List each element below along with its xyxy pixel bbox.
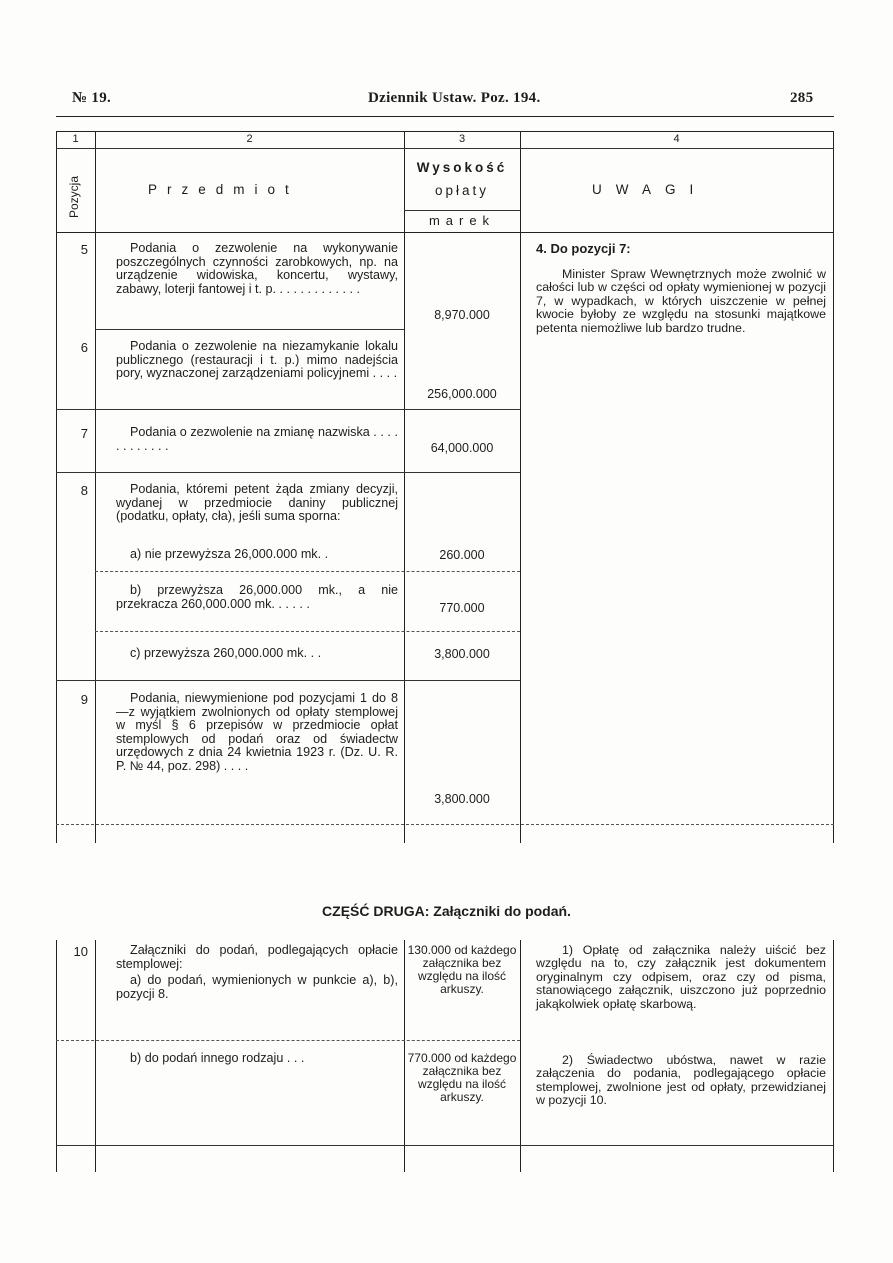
row-amount: 130.000 od każdego załącznika bez względu na ilość arkuszy. xyxy=(407,943,517,996)
issue-number: № 19. xyxy=(72,90,112,106)
col-number-3: 3 xyxy=(458,133,466,145)
row-number: 10 xyxy=(73,944,88,959)
row-amount: 64,000.000 xyxy=(430,441,494,455)
col-heading-remarks: UWAGI xyxy=(592,182,708,197)
row-rule xyxy=(95,571,520,572)
remark-text: Minister Spraw Wewnętrznych może zwolnić w całości lub w części od opłaty wymienionej w pozycji 7, w wypadkach, w których uiszczenie w pełnej kwocie byłoby ze względu na stosunki majątkowe petenta niemożliwe lub bardzo trudne. xyxy=(536,267,826,335)
row-text: Załączniki do podań, podlegających opłacie stemplowej: xyxy=(116,943,398,971)
row-amount: 8,970.000 xyxy=(434,308,490,322)
row-text: b) przewyższa 26,000.000 mk., a nie przekracza 260,000.000 mk. . . . . . xyxy=(116,583,398,611)
row-text: Podania, któremi petent żąda zmiany decyzji, wydanej w przedmiocie daniny publicznej (podatku, opłaty, cła), jeśli suma sporna: xyxy=(116,482,398,524)
row-rule xyxy=(95,631,520,632)
row-text: Podania, niewymienione pod pozycjami 1 do 8—z wyjątkiem zwolnionych od opłaty stemplowej w myśl § 6 przepisów w przedmiocie opłat stemplowych od podań oraz od świadectw urzędowych z dnia 24 kwietnia 1923 r. (Dz. U. R. P. № 44, poz. 298) . . . . xyxy=(116,691,398,773)
table-divider-col3 xyxy=(520,940,521,1172)
row-number: 6 xyxy=(80,340,88,355)
unit-rule xyxy=(404,210,520,211)
col-heading-position: Pozycja xyxy=(67,175,81,218)
row-text: Podania o zezwolenie na niezamykanie lokalu publicznego (restauracji i t. p.) mimo nadejścia pory, wyznaczonej zarządzeniami policyjnemi . . . . xyxy=(116,339,398,381)
table-border-right xyxy=(833,940,834,1172)
col-number-2: 2 xyxy=(246,133,253,145)
row-subitem: b) do podań innego rodzaju . . . xyxy=(130,1051,305,1065)
row-number: 7 xyxy=(80,426,88,441)
row-subitem: a) do podań, wymienionych w punkcie a), b), pozycji 8. xyxy=(116,973,398,1001)
row-amount: 770.000 xyxy=(439,601,485,615)
table-divider-col1 xyxy=(95,131,96,843)
col-heading-fee: Wysokość xyxy=(416,160,508,175)
section-title-part-two: CZĘŚĆ DRUGA: Załączniki do podań. xyxy=(322,903,571,919)
header-bottom-rule xyxy=(56,232,834,233)
row-amount: 770.000 od każdego załącznika bez względu na ilość arkuszy. xyxy=(407,1051,517,1104)
column-number-rule xyxy=(56,148,834,149)
row-subitem: a) nie przewyższa 26,000.000 mk. . xyxy=(130,547,329,561)
row-amount: 256,000.000 xyxy=(427,387,497,401)
row-amount: 3,800.000 xyxy=(434,792,490,806)
remark-text: 1) Opłatę od załącznika należy uiścić bez względu na to, czy załącznik jest dokumentem oryginalnym czy odpisem, oraz czy od pisma, stanowiącego załącznik, uiszczono już poprzednio jakąkolwiek opłatę skarbową. xyxy=(536,943,826,1011)
table-border-right xyxy=(833,131,834,843)
table-divider-col3 xyxy=(520,131,521,843)
col-heading-subject: Przedmiot xyxy=(148,182,299,197)
remark-title: 4. Do pozycji 7: xyxy=(536,241,631,256)
journal-title: Dziennik Ustaw. Poz. 194. xyxy=(368,90,541,106)
col-heading-fee-line2: opłaty xyxy=(434,183,490,198)
row-text: c) przewyższa 260,000.000 mk. . . xyxy=(130,646,322,660)
col-number-1: 1 xyxy=(72,133,79,145)
table-divider-col1 xyxy=(95,940,96,1172)
table-border-left xyxy=(56,940,57,1172)
row-text: Podania o zezwolenie na zmianę nazwiska . . . . . . . . . . . . xyxy=(116,425,398,453)
row-rule xyxy=(56,472,520,473)
row-rule xyxy=(56,680,520,681)
col-heading-unit: marek xyxy=(428,213,496,228)
row-number: 9 xyxy=(80,692,88,707)
remark-text: 2) Świadectwo ubóstwa, nawet w razie załączenia do podania, podlegającego opłacie stemplowej, zwolnione jest od opłaty, przewidzianej w pozycji 10. xyxy=(536,1053,826,1108)
row-rule xyxy=(95,329,404,330)
table-bottom-rule xyxy=(56,824,834,825)
row-rule xyxy=(56,1040,520,1041)
row-text: Podania o zezwolenie na wykonywanie poszczególnych czynności zarobkowych, np. na urządzenie widowiska, koncertu, wystawy, zabawy, loterji fantowej i t. p. . . . . . . . . . . . . xyxy=(116,241,398,296)
table-border-left xyxy=(56,131,57,843)
header-rule xyxy=(56,116,834,117)
table-divider-col2 xyxy=(404,131,405,843)
table-top-rule xyxy=(56,131,834,132)
col-number-4: 4 xyxy=(673,133,680,145)
row-number: 5 xyxy=(80,242,88,257)
row-rule xyxy=(56,409,520,410)
row-amount: 3,800.000 xyxy=(434,647,490,661)
row-amount: 260.000 xyxy=(439,548,485,562)
page-number: 285 xyxy=(790,90,814,106)
table-bottom-rule xyxy=(56,1145,834,1146)
row-number: 8 xyxy=(80,483,88,498)
